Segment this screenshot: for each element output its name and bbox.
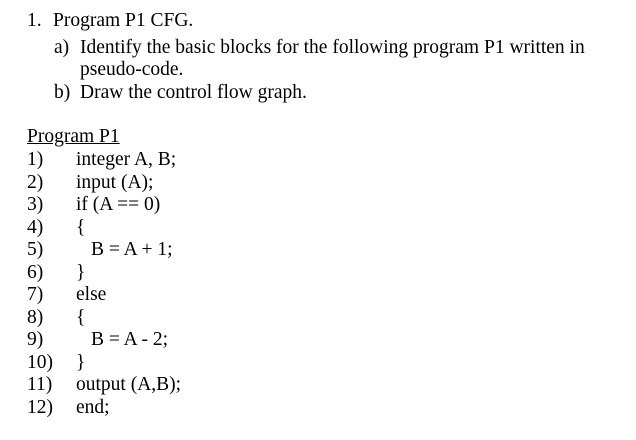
line-number: 9) [27, 329, 44, 350]
line-number: 4) [27, 216, 44, 238]
sub-question-a-letter: a) [54, 37, 70, 58]
code-text: input (A); [76, 171, 154, 193]
code-line [27, 396, 110, 420]
sub-question-a-text: Identify the basic blocks for the following program P1 written in [80, 37, 585, 58]
line-number: 7) [27, 284, 44, 305]
sub-question-b-text: Draw the control flow graph. [80, 82, 307, 103]
code-line [27, 239, 173, 262]
code-text: B = A - 2; [91, 329, 169, 350]
sub-question-a [54, 37, 585, 59]
line-number: 6) [27, 261, 44, 283]
line-number: 10) [27, 351, 53, 373]
code-text: B = A + 1; [91, 239, 173, 260]
line-number: 3) [27, 194, 44, 215]
code-text: else [76, 284, 107, 305]
code-text: output (A,B); [76, 374, 182, 395]
sub-question-b [54, 82, 307, 104]
code-text: end; [76, 396, 110, 418]
line-number: 5) [27, 239, 44, 260]
code-line [27, 306, 86, 330]
code-text: { [76, 216, 86, 238]
line-number: 12) [27, 396, 53, 418]
line-number: 11) [27, 374, 53, 395]
line-number: 1) [27, 149, 44, 170]
program-heading: Program P1 [27, 126, 120, 147]
question-title-text: Program P1 CFG. [53, 10, 194, 31]
code-text: } [76, 261, 86, 283]
question-number: 1. [27, 10, 42, 31]
code-line [27, 171, 154, 195]
sub-question-b-letter: b) [54, 82, 71, 103]
code-line [27, 329, 169, 352]
question-title [27, 10, 193, 32]
code-line [27, 149, 177, 172]
code-line [27, 194, 161, 217]
code-text: } [76, 351, 86, 373]
code-line [27, 261, 86, 285]
line-number: 8) [27, 306, 44, 328]
code-line [27, 374, 182, 397]
sub-question-a-continuation: pseudo-code. [80, 59, 184, 80]
code-line [27, 351, 86, 375]
code-line [27, 284, 107, 307]
code-text: if (A == 0) [76, 194, 161, 215]
code-text: integer A, B; [76, 149, 177, 170]
line-number: 2) [27, 171, 44, 193]
code-text: { [76, 306, 86, 328]
program-code-listing [27, 149, 182, 419]
code-line [27, 216, 86, 240]
